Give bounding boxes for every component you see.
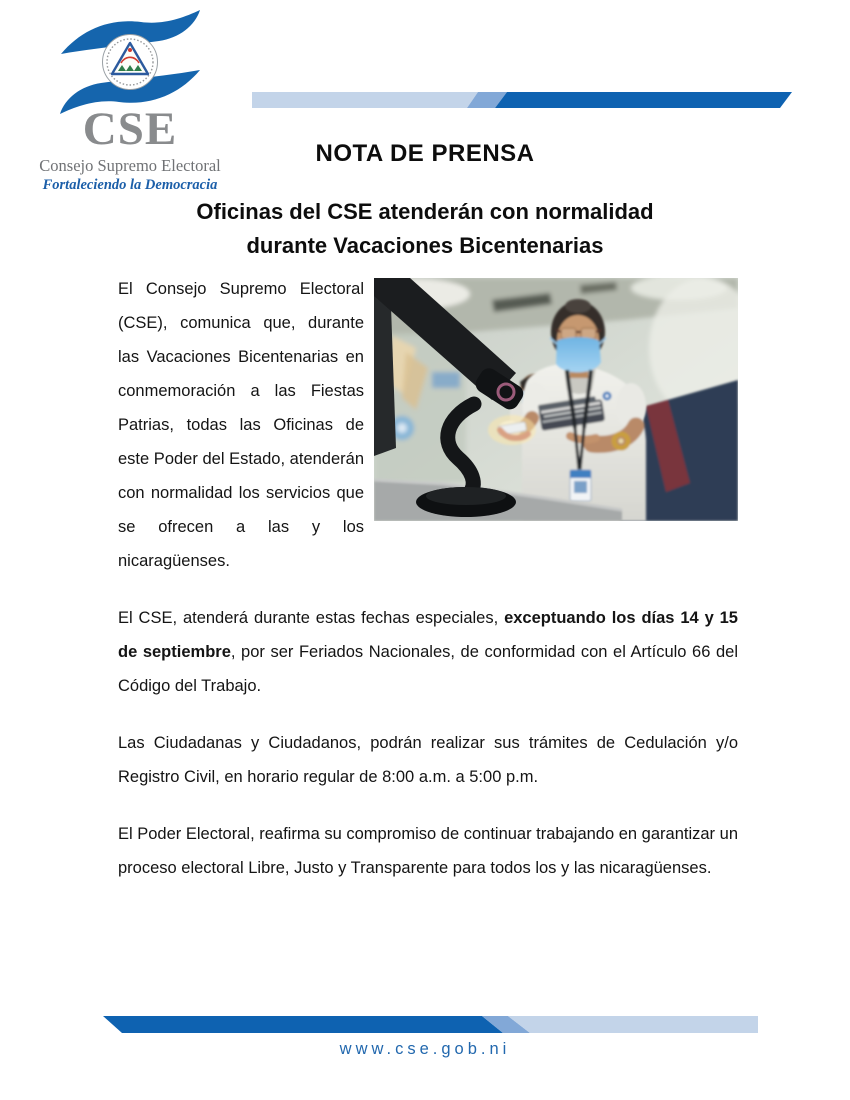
logo-acronym: CSE	[82, 103, 178, 155]
website-url-link[interactable]: www.cse.gob.ni	[339, 1040, 511, 1058]
logo-org-name: Consejo Supremo Electoral	[39, 156, 221, 175]
paragraph-text: El Poder Electoral, reafirma su compromiso de continuar trabajando en garantizar un proceso electoral Libre, Justo y Transparente para todos los y las nicaragüenses.	[118, 825, 738, 877]
paragraph-text: El Consejo Supremo Electoral (CSE), comunica que, durante las Vacaciones Bicentenarias en conmemoración a las Fiestas Patrias, todas las Oficinas de este Poder del Estado, atenderán con normalidad los servicios que se ofrecen a las y los nicaragüenses.	[118, 280, 364, 570]
paragraph-text: El CSE, atenderá durante estas fechas especiales,	[118, 609, 505, 627]
headline-line2: durante Vacaciones Bicentenarias	[246, 233, 604, 258]
paragraph-text: Las Ciudadanas y Ciudadanos, podrán realizar sus trámites de Cedulación y/o Registro Civil, en horario regular de 8:00 a.m. a 5:00 p.m.	[118, 734, 738, 786]
paragraph-text: , por ser Feriados Nacionales, de conformidad con el Artículo 66 del Código del Trabajo.	[118, 643, 739, 695]
headline-line1: Oficinas del CSE atenderán con normalidad	[196, 199, 654, 224]
paragraph	[118, 601, 738, 703]
header-accent-bar	[0, 92, 850, 108]
press-photo	[374, 278, 738, 521]
paragraph	[118, 726, 738, 794]
article	[118, 272, 738, 908]
footer-accent-bar	[0, 1016, 850, 1033]
paragraph-bold-text: exceptuando los días 14 y 15 de septiembre	[118, 609, 738, 661]
press-photo-illustration	[374, 278, 738, 521]
logo-motto: Fortaleciendo la Democracia	[42, 177, 218, 193]
kicker-nota-de-prensa: NOTA DE PRENSA	[315, 140, 535, 167]
headline	[0, 195, 850, 263]
paragraph	[118, 817, 738, 885]
